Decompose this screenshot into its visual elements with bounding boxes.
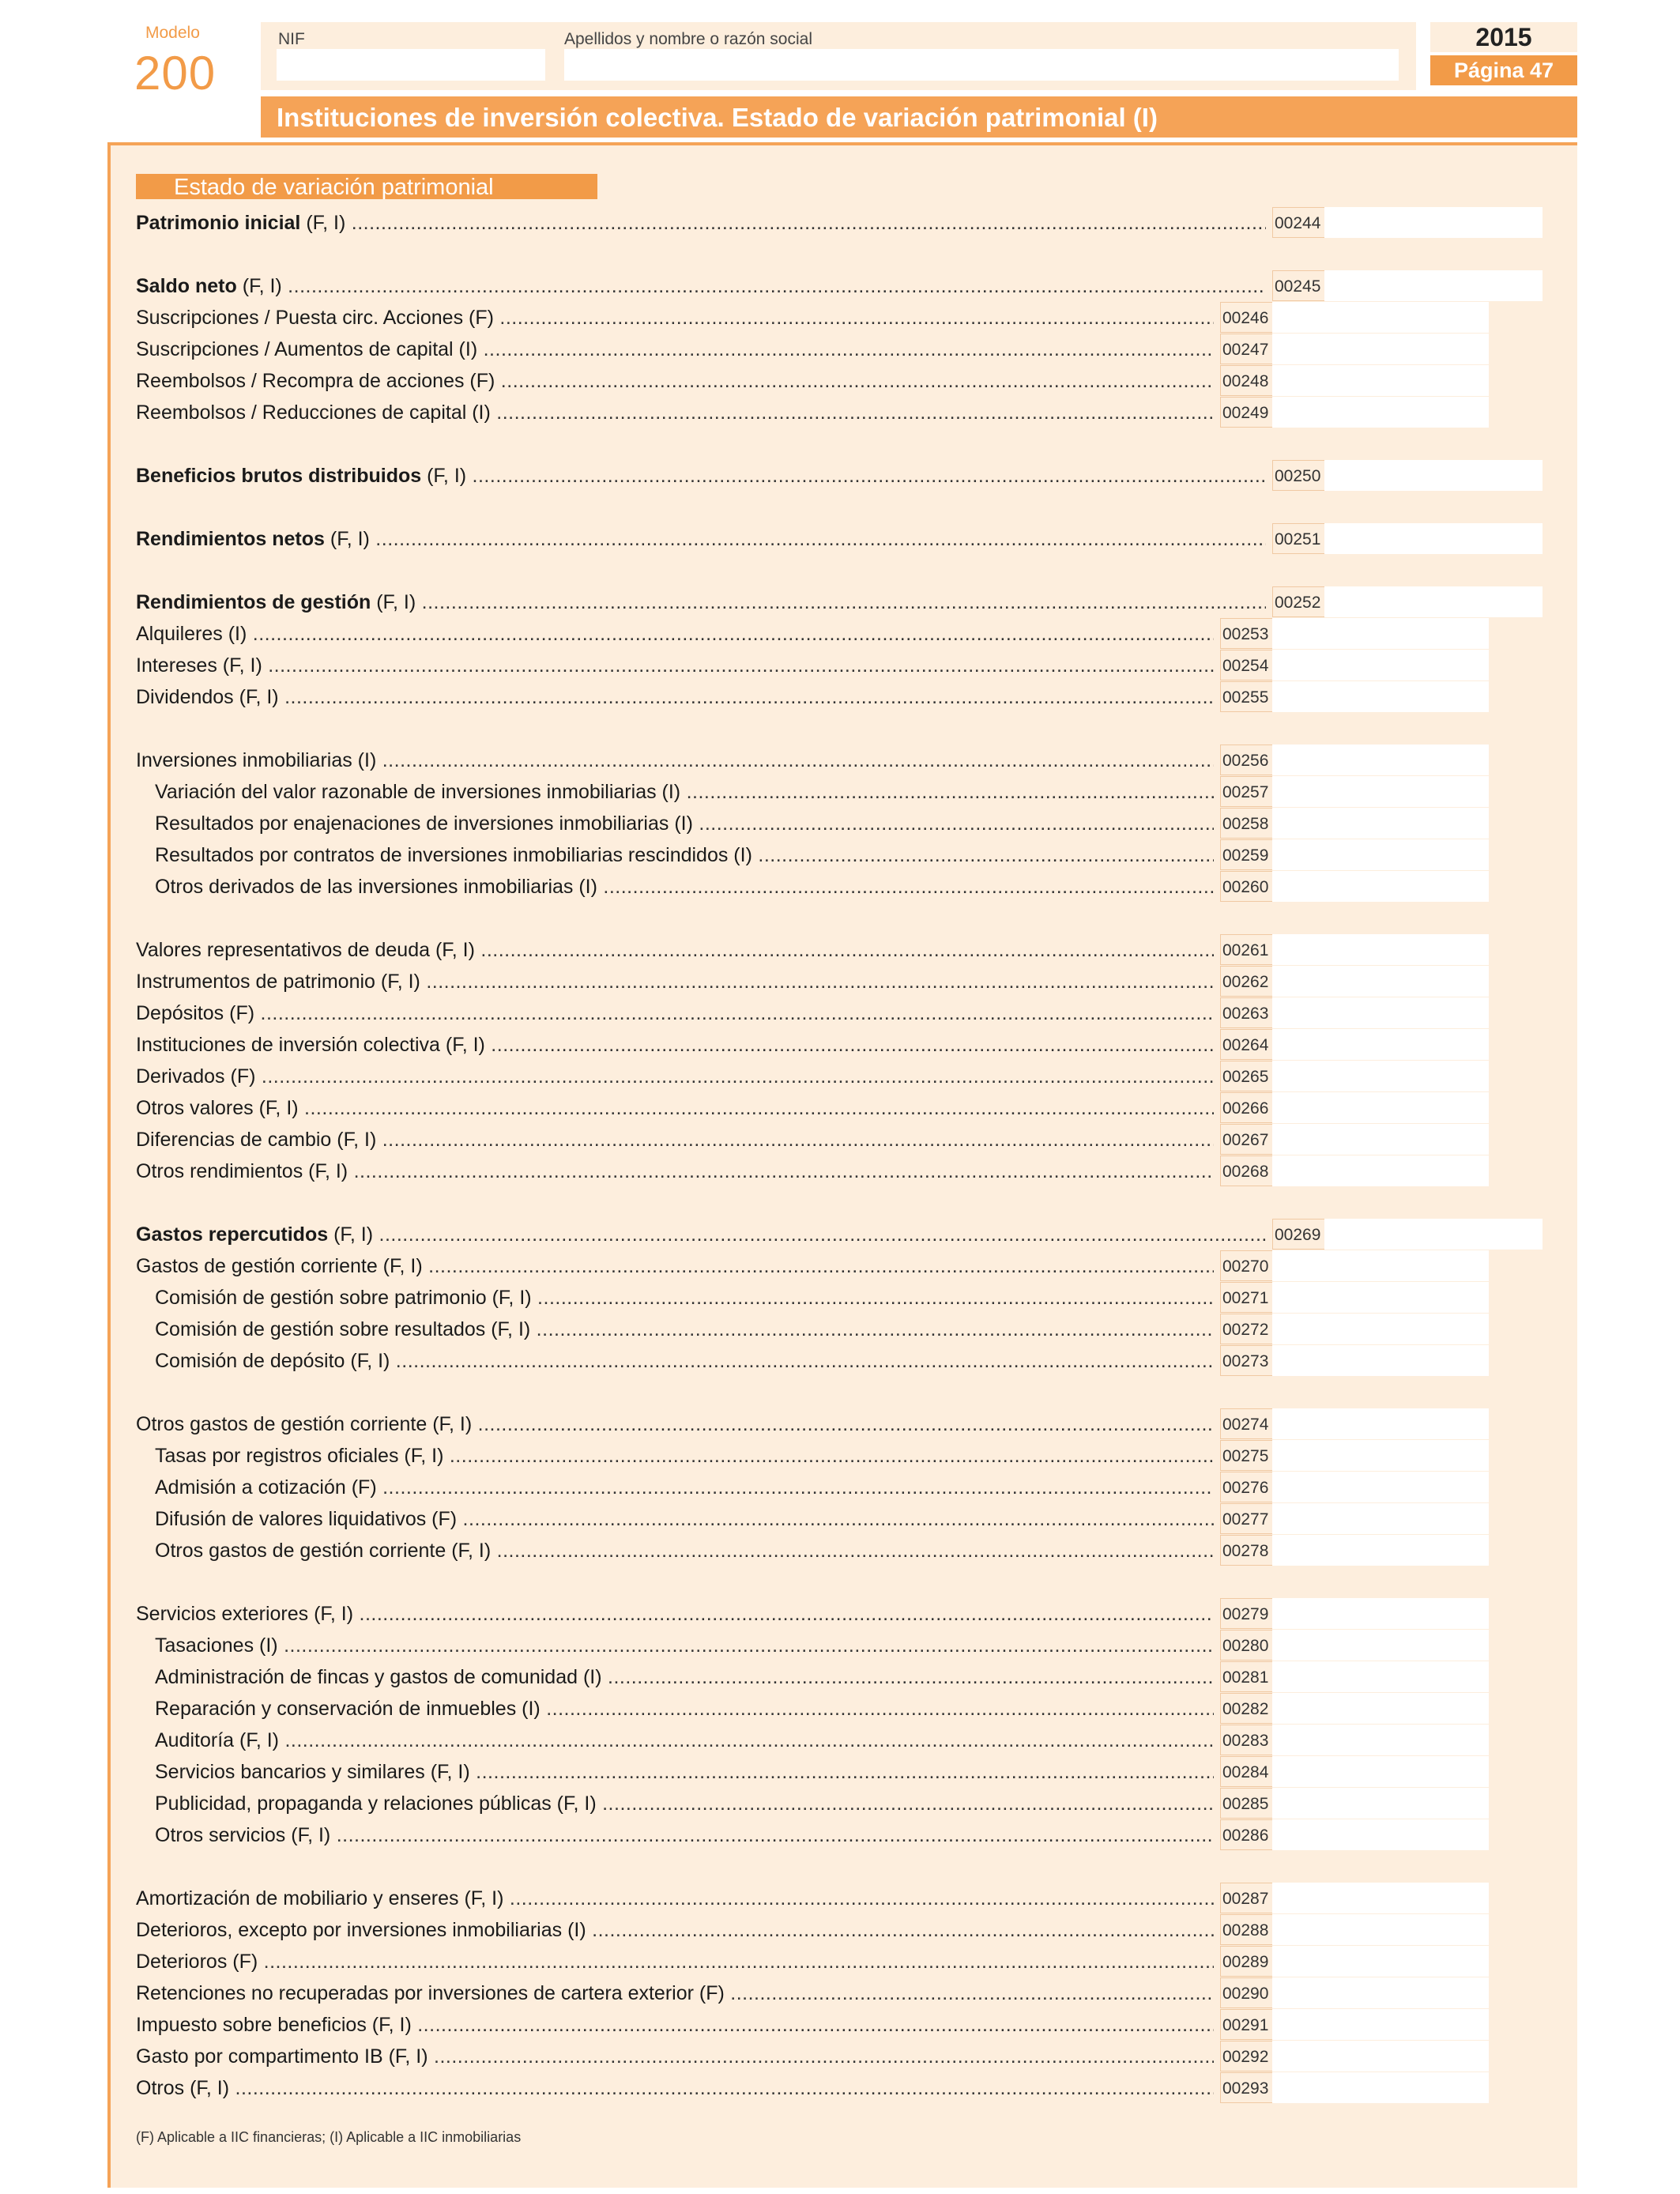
- box-code: 00245: [1272, 270, 1324, 301]
- form-row: [0, 2041, 1680, 2072]
- box-code: 00274: [1220, 1408, 1272, 1439]
- row-label: Tasas por registros oficiales (F, I) .....: [155, 1440, 1214, 1472]
- amount-field[interactable]: [1272, 776, 1489, 807]
- box-code: 00280: [1220, 1630, 1272, 1661]
- amount-field[interactable]: [1272, 1883, 1489, 1913]
- box-code: 00279: [1220, 1598, 1272, 1629]
- amount-field[interactable]: [1272, 1282, 1489, 1313]
- row-label: Gasto por compartimento IB (F, I) .....: [136, 2041, 1214, 2072]
- form-row: [0, 1725, 1680, 1756]
- form-row: [0, 776, 1680, 808]
- box-code: 00247: [1220, 334, 1272, 364]
- form-row: [0, 270, 1680, 302]
- row-label: Gastos repercutidos (F, I) .....: [136, 1219, 1266, 1250]
- row-label: Otros derivados de las inversiones inmobiliarias (I) .....: [155, 871, 1214, 903]
- row-label: Reembolsos / Reducciones de capital (I) .....: [136, 397, 1214, 428]
- row-label: Otros rendimientos (F, I) .....: [136, 1155, 1214, 1187]
- row-label-bold: Gastos repercutidos: [136, 1223, 329, 1246]
- box-code: 00267: [1220, 1124, 1272, 1155]
- form-row: [0, 1788, 1680, 1819]
- box-code: 00265: [1220, 1061, 1272, 1091]
- amount-field[interactable]: [1272, 966, 1489, 997]
- box-code: 00268: [1220, 1155, 1272, 1186]
- row-label: Variación del valor razonable de inversiones inmobiliarias (I) .....: [155, 776, 1214, 808]
- box-code: 00258: [1220, 808, 1272, 839]
- box-code: 00256: [1220, 745, 1272, 775]
- form-row: [0, 586, 1680, 618]
- row-label: Servicios exteriores (F, I) .....: [136, 1598, 1214, 1630]
- form-row: [0, 1977, 1680, 2009]
- amount-field[interactable]: [1272, 1092, 1489, 1123]
- box-code: 00255: [1220, 681, 1272, 712]
- box-code: 00272: [1220, 1314, 1272, 1344]
- amount-field[interactable]: [1272, 745, 1489, 775]
- row-label: Retenciones no recuperadas por inversiones de cartera exterior (F) .....: [136, 1977, 1214, 2009]
- amount-field[interactable]: [1272, 618, 1489, 649]
- form-row: [0, 997, 1680, 1029]
- form-row: [0, 681, 1680, 713]
- box-code: 00261: [1220, 934, 1272, 965]
- row-label: Comisión de depósito (F, I) .....: [155, 1345, 1214, 1377]
- box-code: 00284: [1220, 1756, 1272, 1787]
- form-row: [0, 1250, 1680, 1282]
- row-label: Saldo neto (F, I) .....: [136, 270, 1266, 302]
- form-row: [0, 650, 1680, 681]
- amount-field[interactable]: [1272, 1598, 1489, 1629]
- row-label: Diferencias de cambio (F, I) .....: [136, 1124, 1214, 1155]
- row-label-bold: Saldo neto: [136, 275, 237, 297]
- box-code: 00266: [1220, 1092, 1272, 1123]
- row-label-bold: Patrimonio inicial: [136, 212, 301, 234]
- amount-field[interactable]: [1272, 808, 1489, 839]
- row-label: Administración de fincas y gastos de comunidad (I) .....: [155, 1661, 1214, 1693]
- row-label: Comisión de gestión sobre patrimonio (F, I) .....: [155, 1282, 1214, 1314]
- amount-field[interactable]: [1272, 1977, 1489, 2008]
- amount-field[interactable]: [1272, 1345, 1489, 1376]
- form-row: [0, 618, 1680, 650]
- row-label: Rendimientos de gestión (F, I) .....: [136, 586, 1266, 618]
- amount-field[interactable]: [1272, 650, 1489, 680]
- amount-field[interactable]: [1272, 1756, 1489, 1787]
- box-code: 00281: [1220, 1661, 1272, 1692]
- form-row: [0, 1535, 1680, 1566]
- form-row: [0, 1345, 1680, 1377]
- box-code: 00249: [1220, 397, 1272, 428]
- box-code: 00264: [1220, 1029, 1272, 1060]
- box-code: 00289: [1220, 1946, 1272, 1977]
- box-code: 00287: [1220, 1883, 1272, 1913]
- page-title: Instituciones de inversión colectiva. Estado de variación patrimonial (I): [277, 103, 1158, 132]
- amount-field[interactable]: [1272, 997, 1489, 1028]
- amount-field[interactable]: [1272, 681, 1489, 712]
- row-label: Suscripciones / Aumentos de capital (I) .....: [136, 334, 1214, 365]
- row-label: Instrumentos de patrimonio (F, I) .....: [136, 966, 1214, 997]
- form-row: [0, 1946, 1680, 1977]
- row-label: Deterioros, excepto por inversiones inmobiliarias (I) .....: [136, 1914, 1214, 1946]
- form-row: [0, 1440, 1680, 1472]
- box-code: 00275: [1220, 1440, 1272, 1471]
- box-code: 00285: [1220, 1788, 1272, 1819]
- amount-field[interactable]: [1272, 1693, 1489, 1724]
- form-row: [0, 2009, 1680, 2041]
- form-row: [0, 1661, 1680, 1693]
- row-label: Amortización de mobiliario y enseres (F, I) .....: [136, 1883, 1214, 1914]
- amount-field[interactable]: [1324, 586, 1543, 617]
- amount-field[interactable]: [1272, 1661, 1489, 1692]
- amount-field[interactable]: [1272, 2041, 1489, 2071]
- row-label: Intereses (F, I) .....: [136, 650, 1214, 681]
- row-label-bold: Beneficios brutos distribuidos: [136, 465, 422, 487]
- box-code: 00262: [1220, 966, 1272, 997]
- row-label: Otros gastos de gestión corriente (F, I) .....: [155, 1535, 1214, 1566]
- row-label: Derivados (F) .....: [136, 1061, 1214, 1092]
- row-label: Resultados por contratos de inversiones inmobiliarias rescindidos (I) .....: [155, 839, 1214, 871]
- box-code: 00251: [1272, 523, 1324, 554]
- box-code: 00292: [1220, 2041, 1272, 2071]
- amount-field[interactable]: [1272, 1250, 1489, 1281]
- form-row: [0, 966, 1680, 997]
- form-row: [0, 1124, 1680, 1155]
- amount-field[interactable]: [1272, 365, 1489, 396]
- form-row: [0, 1029, 1680, 1061]
- amount-field[interactable]: [1324, 460, 1543, 491]
- amount-field[interactable]: [1272, 839, 1489, 870]
- box-code: 00293: [1220, 2072, 1272, 2103]
- row-label: Otros gastos de gestión corriente (F, I) .....: [136, 1408, 1214, 1440]
- form-row: [0, 1061, 1680, 1092]
- box-code: 00263: [1220, 997, 1272, 1028]
- amount-field[interactable]: [1272, 1472, 1489, 1502]
- form-row: [0, 1883, 1680, 1914]
- row-label: Reembolsos / Recompra de acciones (F) .....: [136, 365, 1214, 397]
- amount-field[interactable]: [1272, 334, 1489, 364]
- form-row: [0, 1219, 1680, 1250]
- amount-field[interactable]: [1324, 207, 1543, 238]
- box-code: 00250: [1272, 460, 1324, 491]
- form-row: [0, 934, 1680, 966]
- box-code: 00257: [1220, 776, 1272, 807]
- amount-field[interactable]: [1324, 270, 1543, 301]
- amount-field[interactable]: [1272, 2072, 1489, 2103]
- amount-field[interactable]: [1272, 1314, 1489, 1344]
- amount-field[interactable]: [1272, 2009, 1489, 2040]
- row-label: Valores representativos de deuda (F, I) .....: [136, 934, 1214, 966]
- box-code: 00270: [1220, 1250, 1272, 1281]
- box-code: 00259: [1220, 839, 1272, 870]
- section-title: Estado de variación patrimonial: [174, 175, 494, 200]
- form-row: [0, 745, 1680, 776]
- form-row: [0, 334, 1680, 365]
- row-label: Gastos de gestión corriente (F, I) .....: [136, 1250, 1214, 1282]
- form-row: [0, 1155, 1680, 1187]
- form-row: [0, 1472, 1680, 1503]
- form-row: [0, 808, 1680, 839]
- box-code: 00291: [1220, 2009, 1272, 2040]
- page-title-bar: [261, 96, 1577, 138]
- row-label-bold: Rendimientos netos: [136, 528, 325, 550]
- form-row: [0, 1819, 1680, 1851]
- form-row: [0, 2072, 1680, 2104]
- row-label: Reparación y conservación de inmuebles (I) .....: [155, 1693, 1214, 1725]
- box-code: 00288: [1220, 1914, 1272, 1945]
- amount-field[interactable]: [1272, 1061, 1489, 1091]
- footnote: (F) Aplicable a IIC financieras; (I) Aplicable a IIC inmobiliarias: [136, 2129, 522, 2145]
- box-code: 00269: [1272, 1219, 1324, 1250]
- form-row: [0, 1503, 1680, 1535]
- row-label: Comisión de gestión sobre resultados (F, I) .....: [155, 1314, 1214, 1345]
- page-badge: Página 47: [1430, 55, 1577, 85]
- form-row: [0, 1282, 1680, 1314]
- row-label: Patrimonio inicial (F, I) .....: [136, 207, 1266, 239]
- amount-field[interactable]: [1272, 1155, 1489, 1186]
- box-code: 00276: [1220, 1472, 1272, 1502]
- form-row: [0, 1408, 1680, 1440]
- form-row: [0, 1693, 1680, 1725]
- form-row: [0, 207, 1680, 239]
- form-row: [0, 1756, 1680, 1788]
- row-label: Servicios bancarios y similares (F, I) .....: [155, 1756, 1214, 1788]
- form-row: [0, 523, 1680, 555]
- row-label: Instituciones de inversión colectiva (F, I) .....: [136, 1029, 1214, 1061]
- box-code: 00248: [1220, 365, 1272, 396]
- amount-field[interactable]: [1272, 397, 1489, 428]
- row-label: Beneficios brutos distribuidos (F, I) .....: [136, 460, 1266, 492]
- row-label: Suscripciones / Puesta circ. Acciones (F) .....: [136, 302, 1214, 334]
- row-label: Auditoría (F, I) .....: [155, 1725, 1214, 1756]
- row-label: Inversiones inmobiliarias (I) .....: [136, 745, 1214, 776]
- row-label: Rendimientos netos (F, I) .....: [136, 523, 1266, 555]
- amount-field[interactable]: [1272, 1788, 1489, 1819]
- row-label: Admisión a cotización (F) .....: [155, 1472, 1214, 1503]
- box-code: 00254: [1220, 650, 1272, 680]
- amount-field[interactable]: [1272, 1725, 1489, 1755]
- amount-field[interactable]: [1272, 1819, 1489, 1850]
- form-row: [0, 1314, 1680, 1345]
- row-label: Impuesto sobre beneficios (F, I) .....: [136, 2009, 1214, 2041]
- form-row: [0, 839, 1680, 871]
- amount-field[interactable]: [1272, 1946, 1489, 1977]
- row-label: Deterioros (F) .....: [136, 1946, 1214, 1977]
- form-row: [0, 1914, 1680, 1946]
- box-code: 00253: [1220, 618, 1272, 649]
- year-badge: 2015: [1430, 22, 1577, 52]
- row-label: Otros (F, I) .....: [136, 2072, 1214, 2104]
- row-label: Tasaciones (I) .....: [155, 1630, 1214, 1661]
- nif-label: NIF: [278, 30, 305, 48]
- form-row: [0, 365, 1680, 397]
- amount-field[interactable]: [1324, 1219, 1543, 1250]
- box-code: 00290: [1220, 1977, 1272, 2008]
- box-code: 00271: [1220, 1282, 1272, 1313]
- amount-field[interactable]: [1272, 302, 1489, 333]
- amount-field[interactable]: [1324, 523, 1543, 554]
- form-row: [0, 1630, 1680, 1661]
- amount-field[interactable]: [1272, 1914, 1489, 1945]
- box-code: 00244: [1272, 207, 1324, 238]
- box-code: 00282: [1220, 1693, 1272, 1724]
- row-label: Alquileres (I) .....: [136, 618, 1214, 650]
- amount-field[interactable]: [1272, 1630, 1489, 1661]
- row-label: Resultados por enajenaciones de inversiones inmobiliarias (I) .....: [155, 808, 1214, 839]
- box-code: 00260: [1220, 871, 1272, 902]
- amount-field[interactable]: [1272, 1408, 1489, 1439]
- row-label-bold: Rendimientos de gestión: [136, 591, 371, 613]
- amount-field[interactable]: [1272, 934, 1489, 965]
- row-label: Dividendos (F, I) .....: [136, 681, 1214, 713]
- amount-field[interactable]: [1272, 871, 1489, 902]
- form-row: [0, 1598, 1680, 1630]
- box-code: 00273: [1220, 1345, 1272, 1376]
- form-row: [0, 302, 1680, 334]
- box-code: 00277: [1220, 1503, 1272, 1534]
- box-code: 00278: [1220, 1535, 1272, 1566]
- name-field[interactable]: [564, 49, 1399, 81]
- row-label: Publicidad, propaganda y relaciones públicas (F, I) .....: [155, 1788, 1214, 1819]
- row-label: Otros servicios (F, I) .....: [155, 1819, 1214, 1851]
- box-code: 00252: [1272, 586, 1324, 617]
- section-tab: [136, 174, 597, 199]
- row-label: Difusión de valores liquidativos (F) .....: [155, 1503, 1214, 1535]
- modelo-label: Modelo: [145, 24, 200, 42]
- amount-field[interactable]: [1272, 1440, 1489, 1471]
- row-label: Otros valores (F, I) .....: [136, 1092, 1214, 1124]
- nif-field[interactable]: [277, 49, 545, 81]
- box-code: 00283: [1220, 1725, 1272, 1755]
- row-label: Depósitos (F) .....: [136, 997, 1214, 1029]
- amount-field[interactable]: [1272, 1124, 1489, 1155]
- amount-field[interactable]: [1272, 1503, 1489, 1534]
- modelo-number: 200: [134, 47, 217, 100]
- form-row: [0, 871, 1680, 903]
- form-row: [0, 397, 1680, 428]
- form-row: [0, 460, 1680, 492]
- name-label: Apellidos y nombre o razón social: [564, 30, 812, 48]
- box-code: 00246: [1220, 302, 1272, 333]
- form-row: [0, 1092, 1680, 1124]
- amount-field[interactable]: [1272, 1535, 1489, 1566]
- amount-field[interactable]: [1272, 1029, 1489, 1060]
- box-code: 00286: [1220, 1819, 1272, 1850]
